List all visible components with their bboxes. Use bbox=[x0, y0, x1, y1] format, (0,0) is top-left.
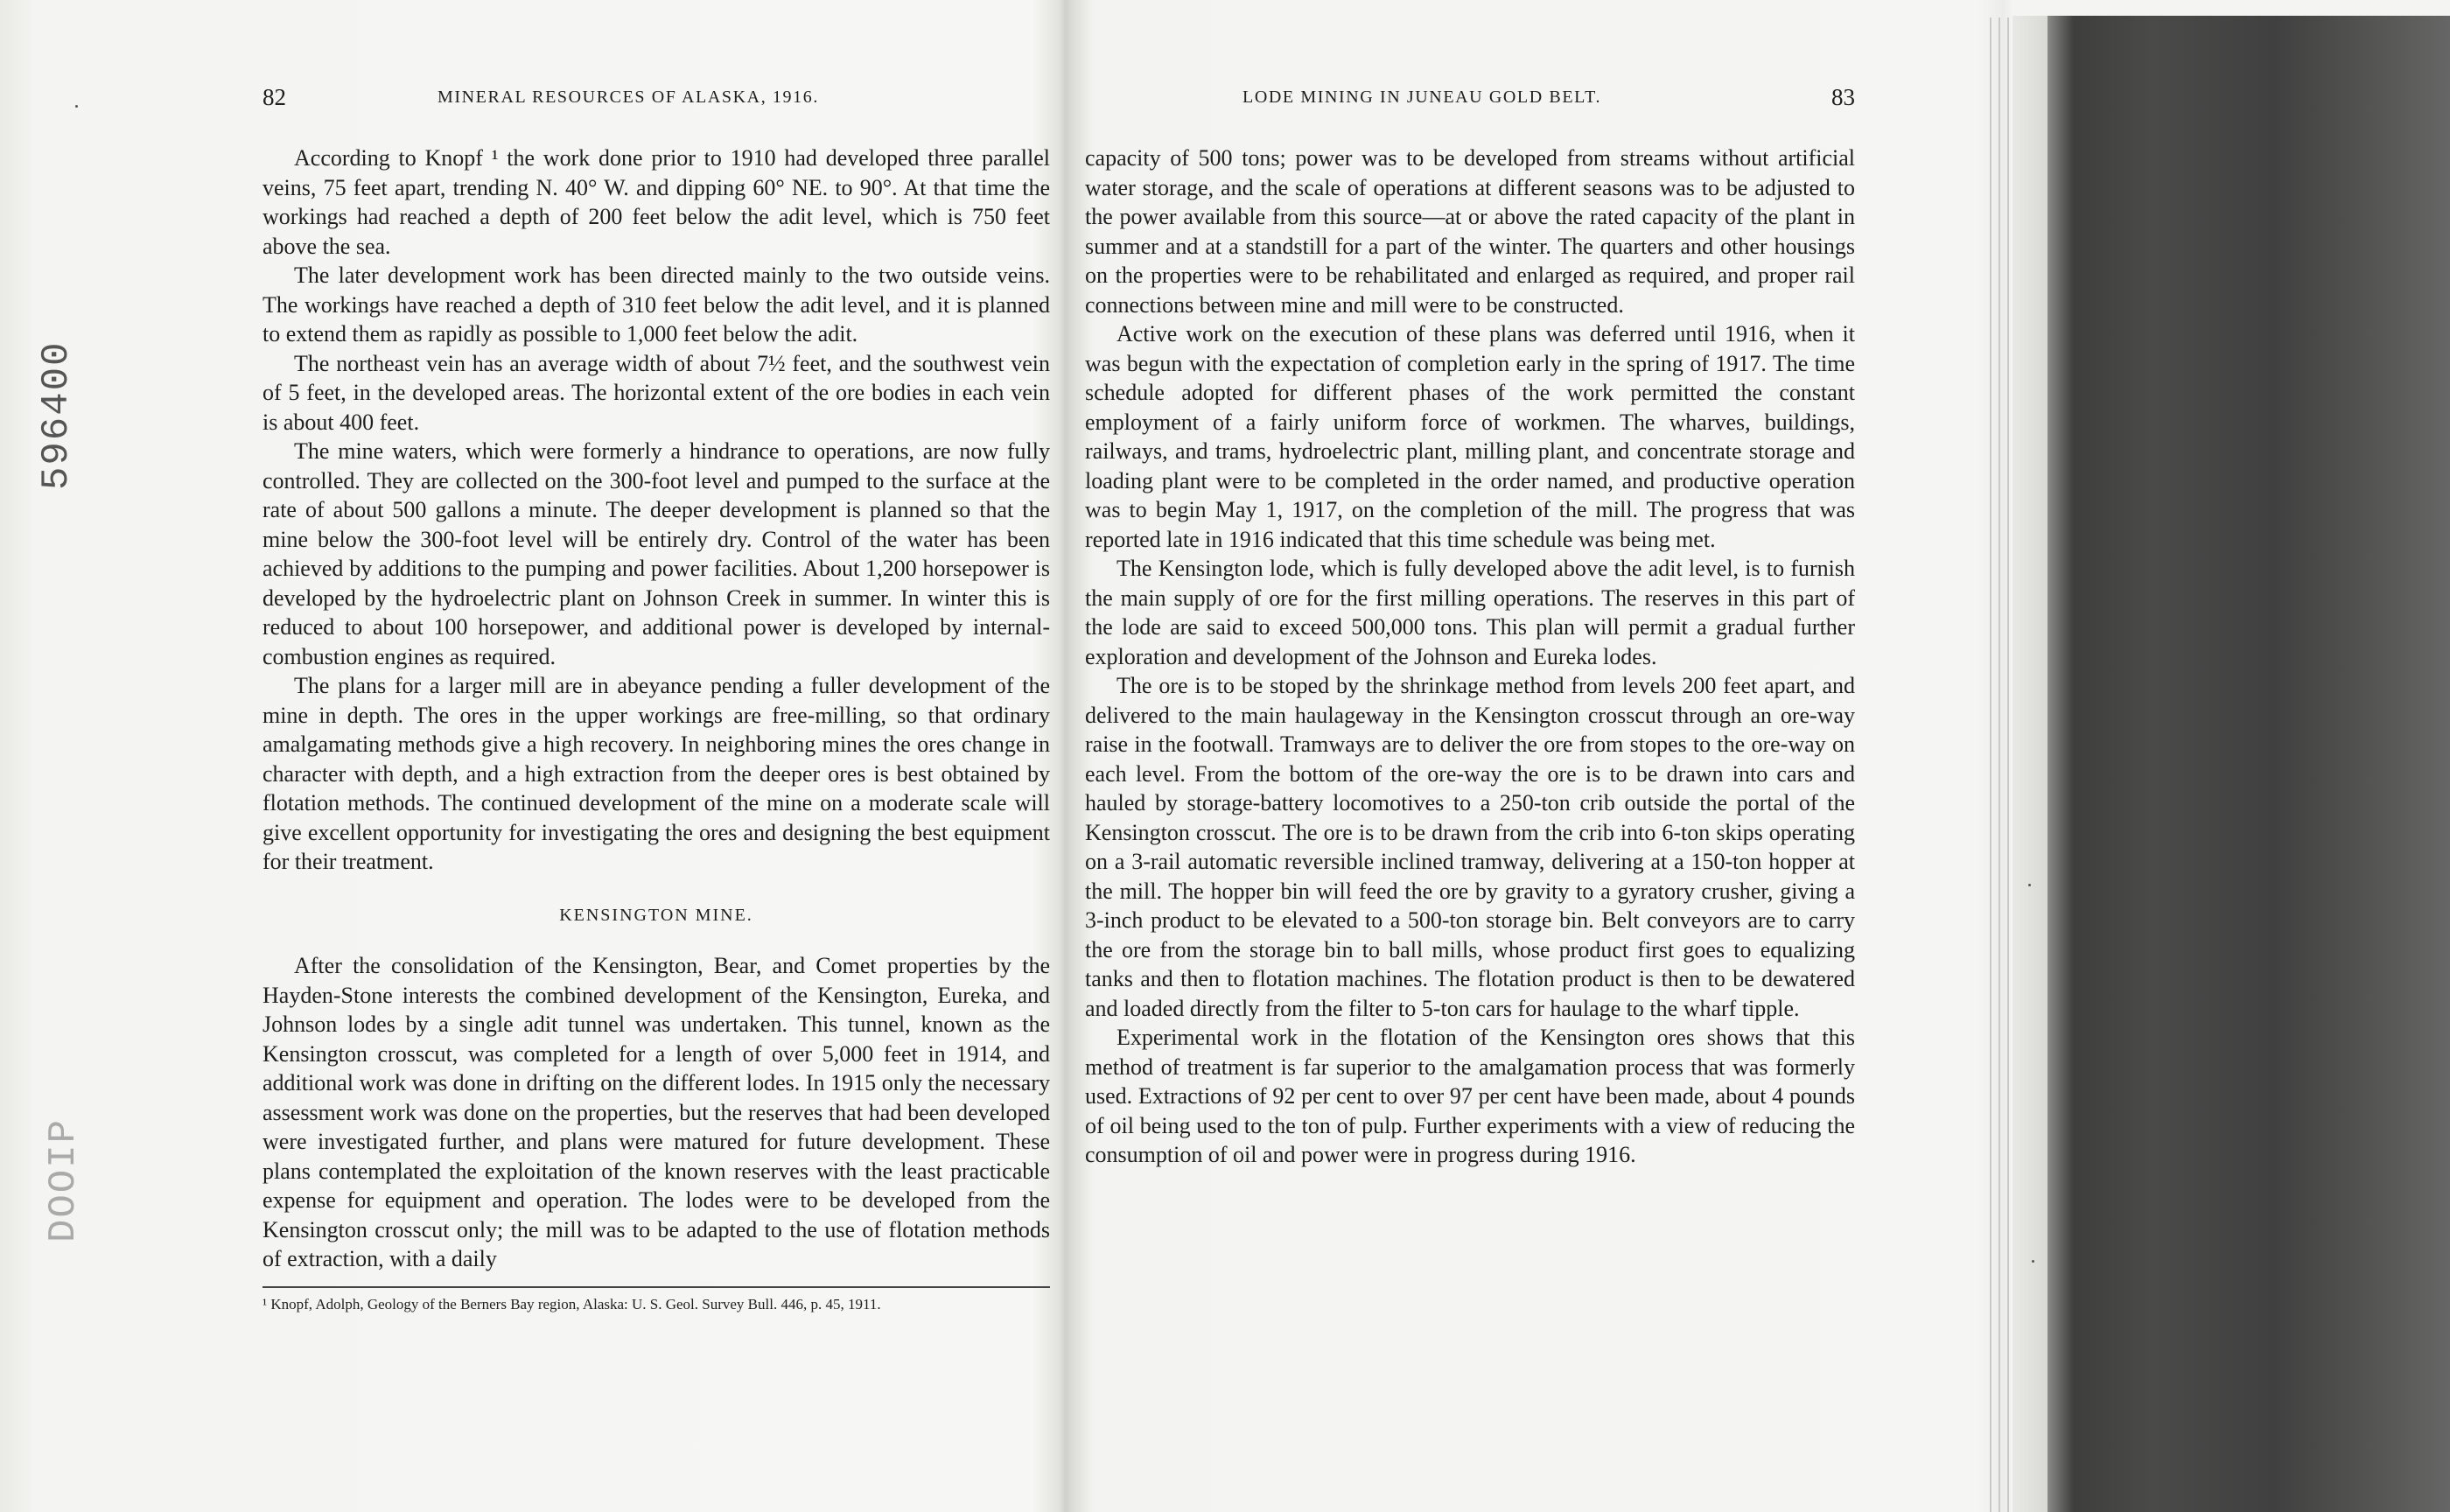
paragraph: The plans for a larger mill are in abeyance pending a fuller development of the mine in depth. The ores in the upper workings are free-milling, so that ordinary amalgamating methods give a high recovery. In neighboring mines the ores change in character with depth, and a high extraction from the deeper ores is best obtained by flotation methods. The continued development of the mine on a moderate scale will give excellent opportunity for investigating the ores and designing the best equipment for their treatment. bbox=[262, 673, 1050, 874]
section-heading: KENSINGTON MINE. bbox=[559, 905, 753, 925]
right-page bbox=[1085, 0, 1855, 1170]
cover-strip bbox=[2012, 16, 2049, 1512]
scan-speck bbox=[75, 105, 78, 108]
side-stamp-number: 596400 bbox=[35, 340, 79, 490]
paragraph: Experimental work in the flotation of the Kensington ores shows that this method of treatment is far superior to the amalgamation process that was formerly used. Extractions of 92 per cent to over 97 per cent have been made, about 4 pounds of oil being used to the ton of pulp. Further experiments with a view of reducing the consumption of oil and power were in progress during 1916. bbox=[1085, 1025, 1855, 1167]
paragraph: The ore is to be stoped by the shrinkage method from levels 200 feet apart, and delivered to the main haulageway in the Kensington crosscut through an ore-way raise in the footwall. Tramways are to deliver the ore from stopes to the ore-way on each level. From the bottom of the ore-way the ore is to be drawn into cars and hauled by storage-battery locomotives to a 250-ton crib outside the portal of the Kensington crosscut. The ore is to be drawn from the crib into 6-ton skips operating on a 3-rail automatic reversible inclined tramway, delivering at a 150-ton hopper at the mill. The hopper bin will feed the ore by gravity to a gyratory crusher, giving a 3-inch product to be elevated to a 500-ton storage bin. Belt conveyors are to carry the ore from the storage bin to ball mills, whose product first goes to equalizing tanks and then to flotation machines. The flotation product is then to be dewatered and loaded directly from the filter to 5-ton cars for haulage to the wharf tipple. bbox=[1085, 673, 1855, 1021]
paragraph: The mine waters, which were formerly a hindrance to operations, are now fully controlled. They are collected on the 300-foot level and pumped to the surface at the rate of about 500 gallons a minute. The deeper development is planned so that the mine below the 300-foot level will be entirely dry. Control of the water has been achieved by additions to the pumping and power facilities. About 1,200 horsepower is developed by the hydroelectric plant on Johnson Creek in summer. In winter this is reduced to about 100 horsepower, and additional power is developed by internal-combustion engines as required. bbox=[262, 438, 1050, 669]
page-number: 82 bbox=[262, 84, 286, 110]
paragraph: According to Knopf ¹ the work done prior to 1910 had developed three parallel veins, 75 feet apart, trending N. 40° W. and dipping 60° NE. to 90°. At that time the workings had reached a depth of 200 feet below the adit level, which is 750 feet above the sea. bbox=[262, 145, 1050, 259]
left-page bbox=[262, 0, 1050, 1314]
paragraph: The later development work has been directed mainly to the two outside veins. The workings have reached a depth of 310 feet below the adit level, and it is planned to extend them as rapidly as possible to 1,000 feet below the adit. bbox=[262, 262, 1050, 346]
running-head: LODE MINING IN JUNEAU GOLD BELT. bbox=[1242, 88, 1602, 107]
right-page-body bbox=[1085, 144, 1855, 1170]
left-page-header bbox=[262, 84, 1050, 131]
book-cover bbox=[2048, 16, 2450, 1512]
left-page-body bbox=[262, 144, 1050, 1314]
footnote-rule bbox=[262, 1286, 1050, 1288]
page-number: 83 bbox=[1831, 84, 1855, 110]
paragraph: The northeast vein has an average width of about 7½ feet, and the southwest vein of 5 feet, in the developed areas. The horizontal extent of the ore bodies in each vein is about 400 feet. bbox=[262, 350, 1050, 435]
side-stamp-faded: DOOIP bbox=[42, 1117, 86, 1242]
scan-speck bbox=[2028, 884, 2031, 886]
paragraph-continuation: capacity of 500 tons; power was to be developed from streams without artificial water storage, and the scale of operations at different seasons was to be adjusted to the power available from this source—at or above the rated capacity of the plant in summer and at a standstill for a part of the winter. The quarters and other housings on the properties were to be rehabilitated and enlarged as required, and proper rail connections between mine and mill were to be constructed. bbox=[1085, 145, 1855, 318]
paragraph: After the consolidation of the Kensington, Bear, and Comet properties by the Hayden-Stone interests the combined development of the Kensington, Eureka, and Johnson lodes by a single adit tunnel was undertaken. This tunnel, known as the Kensington crosscut, was completed for a length of over 5,000 feet in 1914, and additional work was done in drifting on the different lodes. In 1915 only the necessary assessment work was done on the properties, but the reserves that had been developed were investigated further, and plans were matured for future development. These plans contemplated the exploitation of the known reserves with the least practicable expense for equipment and operation. The lodes were to be developed from the Kensington crosscut only; the mill was to be adapted to the use of flotation methods of extraction, with a daily bbox=[262, 953, 1050, 1271]
paragraph: The Kensington lode, which is fully developed above the adit level, is to furnish the main supply of ore for the first milling operations. The reserves in this part of the lode are said to exceed 500,000 tons. This plan will permit a gradual further exploration and development of the Johnson and Eureka lodes. bbox=[1085, 556, 1855, 669]
paragraph: Active work on the execution of these plans was deferred until 1916, when it was begun with the expectation of completion early in the spring of 1917. The time schedule adopted for different phases of the work permitted the constant employment of a fairly uniform force of workmen. The wharves, buildings, railways, and trams, hydroelectric plant, milling plant, and concentrate storage and loading plant were to be completed in the order named, and productive operation was to begin May 1, 1917, on the completion of the mill. The progress that was reported late in 1916 indicated that this time schedule was being met. bbox=[1085, 321, 1855, 552]
right-page-header bbox=[1085, 84, 1855, 131]
scan-speck bbox=[2032, 1260, 2034, 1263]
running-head: MINERAL RESOURCES OF ALASKA, 1916. bbox=[438, 88, 819, 107]
footnote: ¹ Knopf, Adolph, Geology of the Berners Bay region, Alaska: U. S. Geol. Survey Bull. 446, p. 45, 1911. bbox=[262, 1295, 881, 1312]
